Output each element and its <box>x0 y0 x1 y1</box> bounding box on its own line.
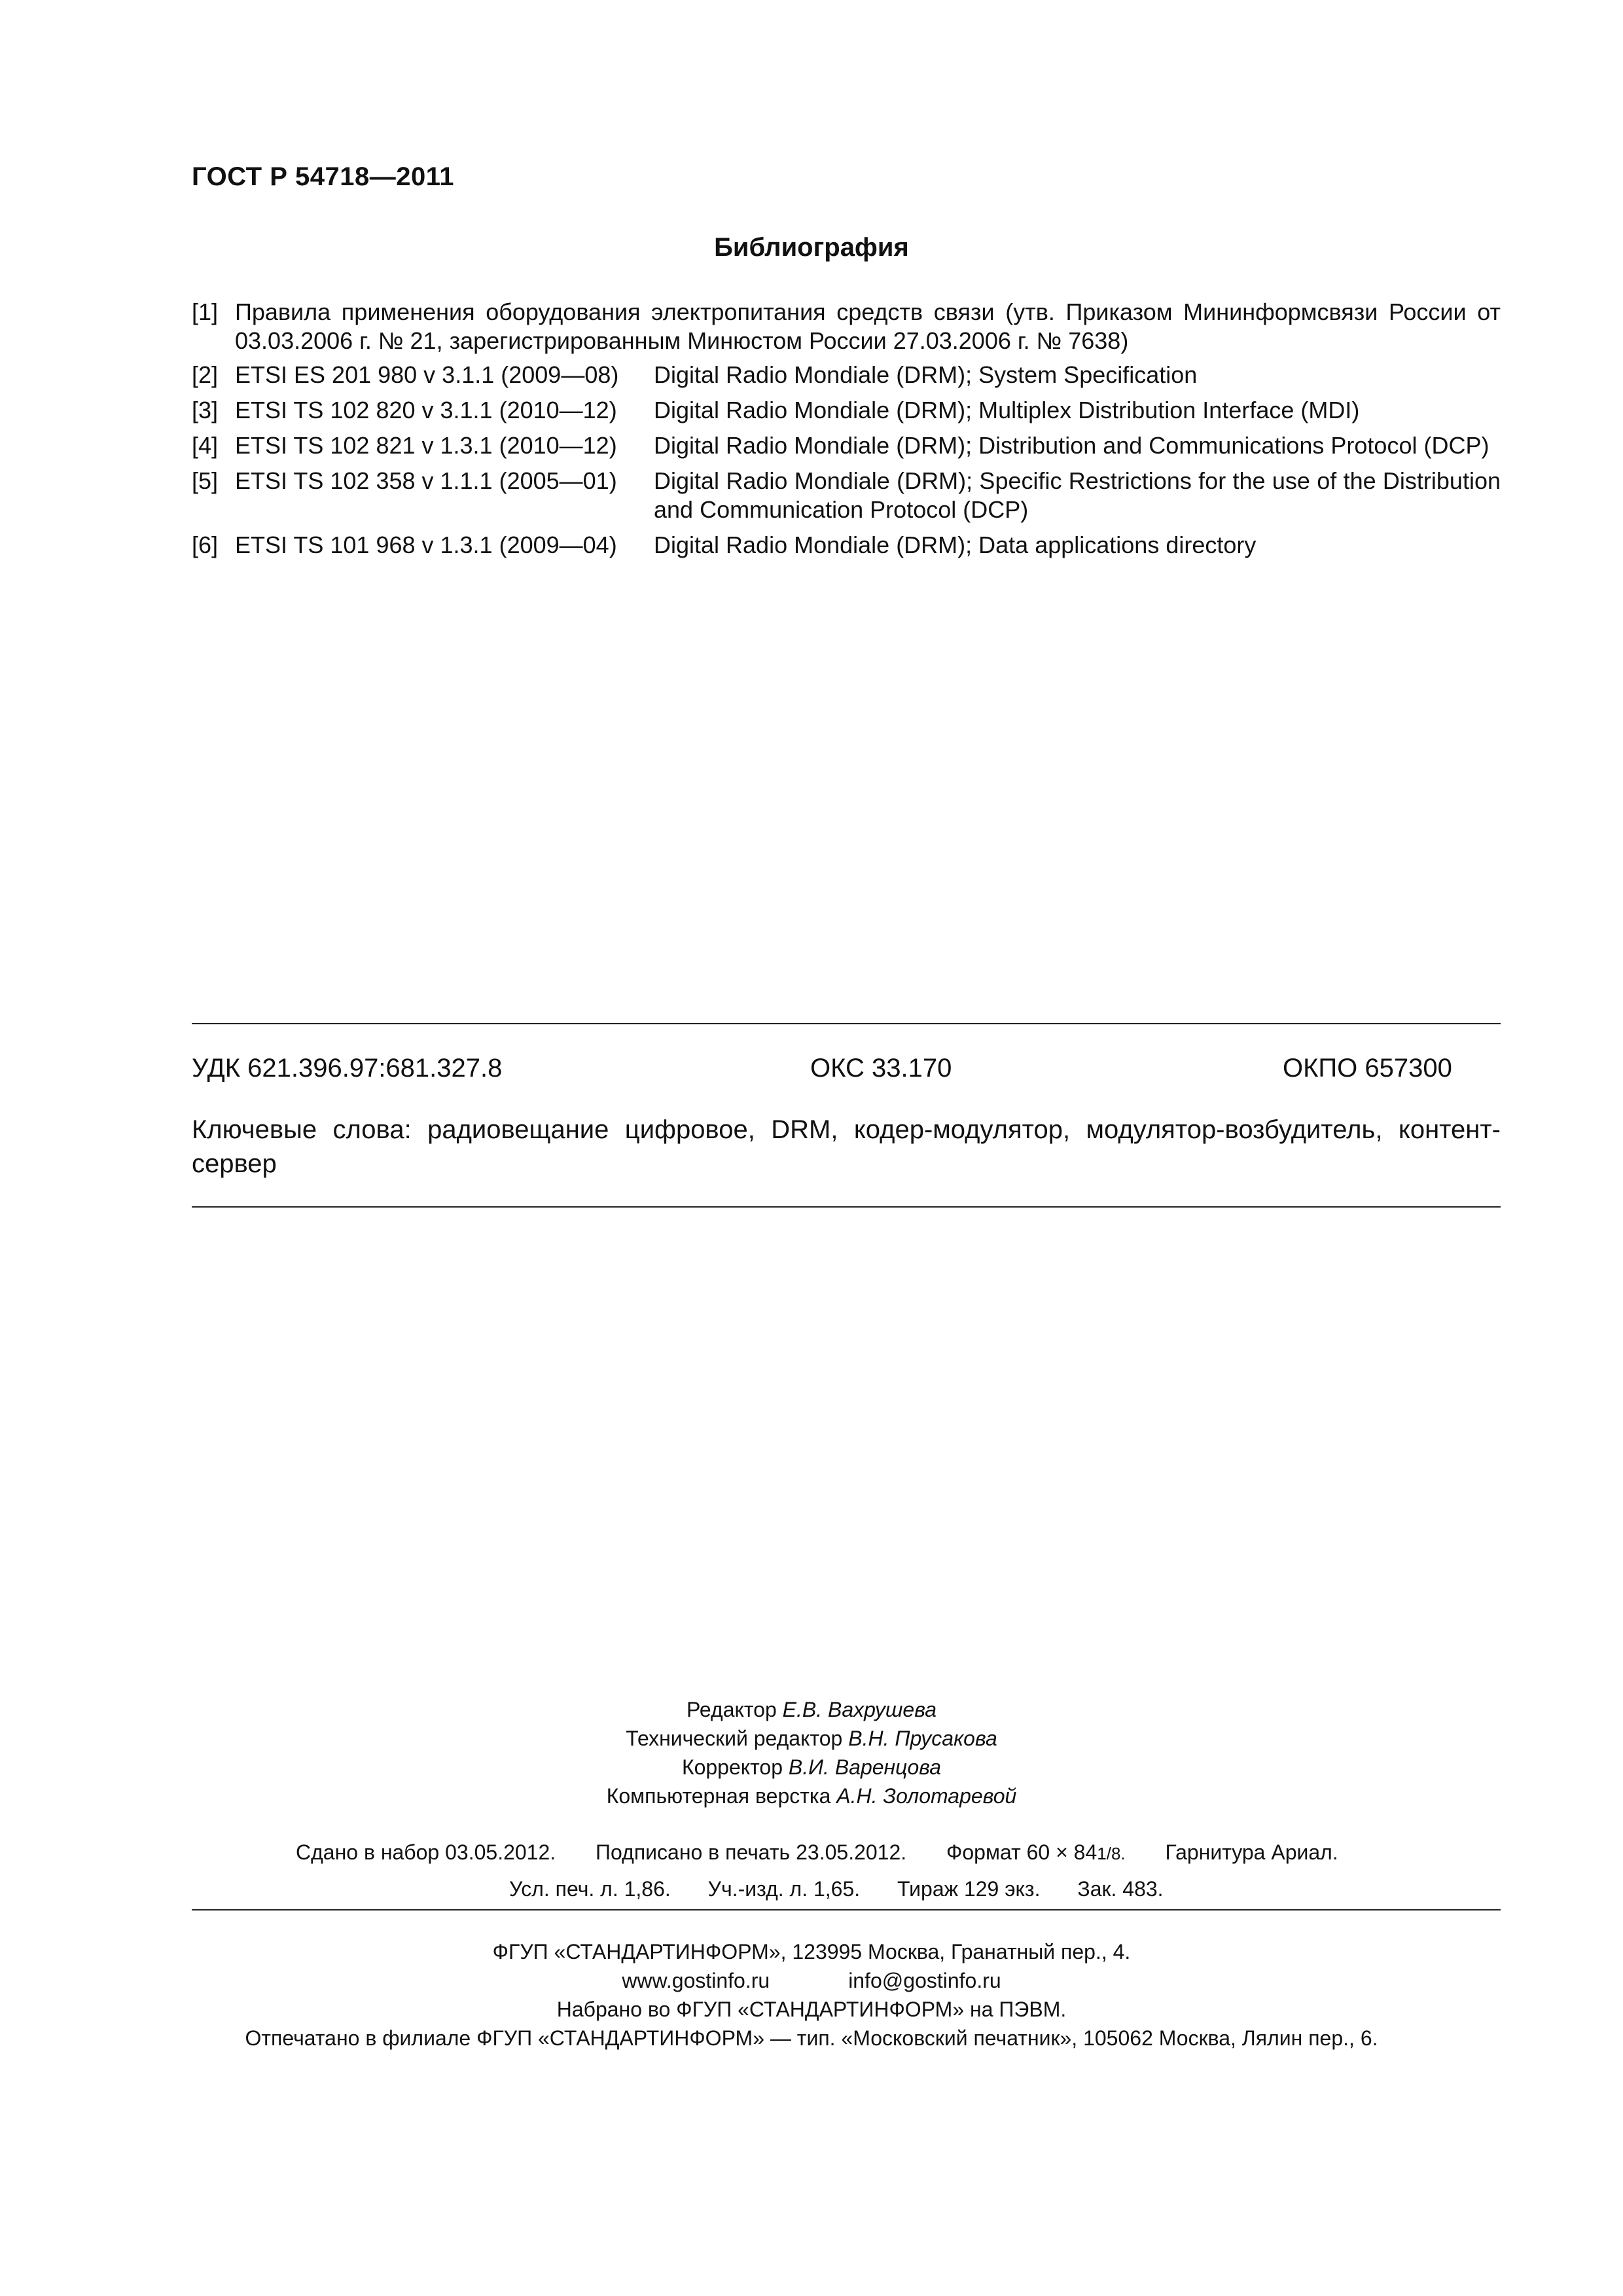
circulation: Тираж 129 экз. <box>897 1877 1041 1901</box>
print-info-line-2 <box>509 1877 1164 1901</box>
bibliography-entry <box>192 431 1501 460</box>
entry-title: Digital Radio Mondiale (DRM); System Specification <box>654 361 1198 388</box>
layout-line <box>0 1782 1623 1810</box>
signed-date: Подписано в печать 23.05.2012. <box>596 1840 907 1864</box>
corrector-line <box>0 1753 1623 1782</box>
entry-number: [6] <box>192 531 219 558</box>
entry-number: [1] <box>192 298 219 325</box>
entry-code: ETSI TS 102 358 v 1.1.1 (2005—01) <box>235 467 617 494</box>
bibliography-entry <box>192 531 1501 560</box>
bibliography-entry <box>192 396 1501 425</box>
publisher-address: ФГУП «СТАНДАРТИНФОРМ», 123995 Москва, Гранатный пер., 4. <box>492 1940 1131 1964</box>
entry-number: [5] <box>192 467 219 494</box>
bibliography-title: Библиография <box>714 233 909 262</box>
print-info-line-1 <box>296 1840 1338 1865</box>
editor-line <box>0 1695 1623 1724</box>
publisher-contacts <box>0 1966 1623 1995</box>
layout-label: Компьютерная верстка <box>606 1784 831 1808</box>
publisher-website: www.gostinfo.ru <box>622 1969 770 1992</box>
publisher-info <box>0 1937 1623 2053</box>
entry-title: Digital Radio Mondiale (DRM); Specific Restrictions for the use of the Distribution and Communication Protocol (DCP) <box>654 467 1501 523</box>
entry-title: Digital Radio Mondiale (DRM); Data applications directory <box>654 531 1257 558</box>
order-number: Зак. 483. <box>1077 1877 1164 1901</box>
entry-text: Правила применения оборудования электропитания средств связи (утв. Приказом Мининформсвязи России от 03.03.2006 г. № 21, зарегистрированным Минюстом России 27.03.2006 г. № 7638) <box>235 298 1501 354</box>
layout-name: А.Н. Золотаревой <box>836 1784 1017 1808</box>
section-divider <box>192 1909 1501 1910</box>
entry-number: [4] <box>192 432 219 459</box>
udc-code: УДК 621.396.97:681.327.8 <box>192 1054 503 1083</box>
typeset-date: Сдано в набор 03.05.2012. <box>296 1840 556 1864</box>
bibliography-entry <box>192 361 1501 389</box>
entry-code: ETSI TS 102 820 v 3.1.1 (2010—12) <box>235 397 617 423</box>
section-divider <box>192 1023 1501 1024</box>
printed-note: Отпечатано в филиале ФГУП «СТАНДАРТИНФОРМ» — тип. «Московский печатник», 105062 Москва, Лялин пер., 6. <box>245 2026 1378 2050</box>
tech-editor-name: В.Н. Прусакова <box>848 1727 997 1750</box>
bibliography-list <box>192 298 1501 566</box>
print-sheets: Усл. печ. л. 1,86. <box>509 1877 671 1901</box>
entry-code: ETSI ES 201 980 v 3.1.1 (2009—08) <box>235 361 619 388</box>
publisher-email: info@gostinfo.ru <box>848 1969 1001 1992</box>
entry-code: ETSI TS 101 968 v 1.3.1 (2009—04) <box>235 531 617 558</box>
bibliography-entry <box>192 298 1501 355</box>
editorial-staff <box>0 1695 1623 1810</box>
editor-name: Е.В. Вахрушева <box>782 1698 937 1721</box>
tech-editor-line <box>0 1724 1623 1753</box>
entry-title: Digital Radio Mondiale (DRM); Multiplex Distribution Interface (MDI) <box>654 397 1360 423</box>
editor-label: Редактор <box>686 1698 777 1721</box>
keywords: Ключевые слова: радиовещание цифровое, DRM, кодер-модулятор, модулятор-возбудитель, контент-сервер <box>192 1115 1501 1178</box>
tech-editor-label: Технический редактор <box>626 1727 843 1750</box>
oks-code: ОКС 33.170 <box>810 1054 952 1083</box>
section-divider <box>192 1206 1501 1208</box>
entry-number: [2] <box>192 361 219 388</box>
entry-code: ETSI TS 102 821 v 1.3.1 (2010—12) <box>235 432 617 459</box>
okpo-code: ОКПО 657300 <box>1283 1054 1452 1083</box>
typeset-note: Набрано во ФГУП «СТАНДАРТИНФОРМ» на ПЭВМ. <box>556 1998 1067 2021</box>
publisher-sheets: Уч.-изд. л. 1,65. <box>707 1877 861 1901</box>
font-info: Гарнитура Ариал. <box>1165 1840 1338 1864</box>
corrector-label: Корректор <box>681 1755 783 1779</box>
format-fraction: 1/8. <box>1097 1844 1126 1863</box>
format-label: Формат 60 × 84 <box>946 1840 1097 1864</box>
document-code: ГОСТ Р 54718—2011 <box>192 162 454 191</box>
bibliography-entry <box>192 467 1501 524</box>
corrector-name: В.И. Варенцова <box>788 1755 942 1779</box>
entry-number: [3] <box>192 397 219 423</box>
entry-title: Digital Radio Mondiale (DRM); Distribution and Communications Protocol (DCP) <box>654 432 1489 459</box>
